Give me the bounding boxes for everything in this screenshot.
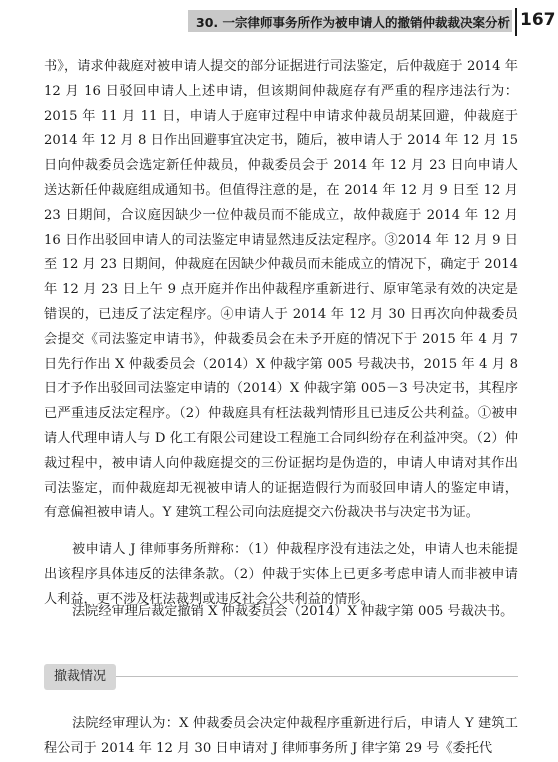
body-paragraph-1: 书》，请求仲裁庭对被申请人提交的部分证据进行司法鉴定，后仲裁庭于 2014 年 12 月 16 日驳回申请人上述申请，但该期间仲裁庭存有严重的程序违法行为：2015 年 11 月 11 日，申请人于庭审过程中申请求仲裁员胡某回避，仲裁庭于 2014 年 12 月 8 日作出回避事宜决定书，随后，被申请人于 2014 年 12 月 15 日向仲裁委员会选定新任仲裁员，仲裁委员会于 2014 年 12 月 23 日向申请人送达新任仲裁庭组成通知书。但值得注意的是，在 2014 年 12 月 9 日至 12 月 23 日期间，合议庭因缺少一位仲裁员而不能成立，故仲裁庭于 2014 年 12 月 16 日作出驳回申请人的司法鉴定申请显然违反法定程序。③2014 年 12 月 9 日至 12 月 23 日期间，仲裁庭在因缺少仲裁员而未能成立的情况下，确定于 2014 年 12 月 23 日上午 9 点开庭并作出仲裁程序重新进行、原审笔录有效的决定是错误的，已违反了法定程序。④申请人于 2014 年 12 月 30 日再次向仲裁委员会提交《司法鉴定申请书》，仲裁委员会在未予开庭的情况下于 2015 年 4 月 7 日先行作出 X 仲裁委员会（2014）X 仲裁字第 005 号裁决书，2015 年 4 月 8 日才予作出驳回司法鉴定申请的（2014）X 仲裁字第 005－3 号决定书，其程序已严重违反法定程序。（2）仲裁庭具有枉法裁判情形且已违反公共利益。①被申请人代理申请人与 D 化工有限公司建设工程施工合同纠纷存在利益冲突。（2）仲裁过程中，被申请人向仲裁庭提交的三份证据均是伪造的，申请人申请对其作出司法鉴定，而仲裁庭却无视被申请人的证据造假行为而驳回申请人的鉴定申请，有意偏袒被申请人。Y 建筑工程公司向法庭提交六份裁决书与决定书为证。	[44, 59, 518, 521]
body-paragraph-2: 被申请人 J 律师事务所辩称：（1）仲裁程序没有违法之处，申请人也未能提出该程序具体违反的法律条款。（2）仲裁于实体上已更多考虑申请人而非被申请人利益，更不涉及枉法裁判或违反社会公共利益的情形。	[44, 542, 518, 607]
body-paragraph-3: 法院经审理后裁定撤销 X 仲裁委员会（2014）X 仲裁字第 005 号裁决书。	[72, 604, 514, 619]
section-title: 撤裁情况	[44, 664, 116, 690]
page-number: 167	[520, 10, 556, 30]
body-paragraph-4: 法院经审理认为：X 仲裁委员会决定仲裁程序重新进行后，申请人 Y 建筑工程公司于 2014 年 12 月 30 日申请对 J 律师事务所 J 律字第 29 号《委托代	[44, 716, 518, 756]
chapter-title: 30. 一宗律师事务所作为被申请人的撤销仲裁裁决案分析	[196, 15, 510, 30]
running-header	[0, 8, 558, 34]
header-divider	[515, 8, 517, 36]
section-heading	[44, 664, 518, 690]
